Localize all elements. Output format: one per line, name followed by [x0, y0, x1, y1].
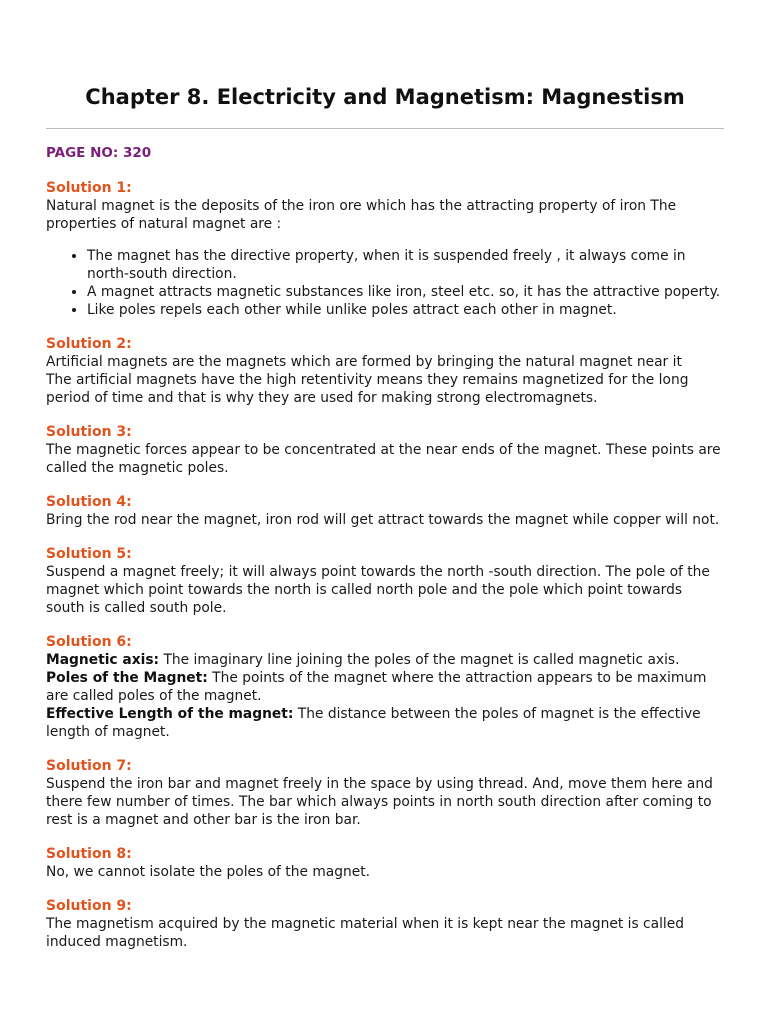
solution-heading: Solution 3: — [46, 424, 132, 440]
definition-magnetic-axis — [46, 651, 724, 669]
solution-text-line: The artificial magnets have the high retentivity means they remains magnetized for the long period of time and that is why they are used for making strong electromagnets. — [46, 372, 689, 406]
solution-text: The magnetism acquired by the magnetic material when it is kept near the magnet is called induced magnetism. — [46, 916, 685, 950]
properties-list — [46, 247, 724, 319]
definition-text: The imaginary line joining the poles of the magnet is called magnetic axis. — [159, 652, 680, 668]
solution-3 — [46, 423, 724, 477]
solution-7 — [46, 757, 724, 829]
solution-text: Suspend the iron bar and magnet freely in the space by using thread. And, move them here and there few number of times. The bar which always points in north south direction after coming to rest is a magnet and other bar is the iron bar. — [46, 776, 713, 828]
definition-text: The distance between the poles of magnet is the effective length of magnet. — [46, 706, 701, 740]
solution-text: No, we cannot isolate the poles of the magnet. — [46, 864, 371, 880]
solution-heading: Solution 2: — [46, 336, 132, 352]
solution-9 — [46, 897, 724, 951]
definition-text: The points of the magnet where the attraction appears to be maximum are called poles of the magnet. — [46, 670, 707, 704]
solution-4 — [46, 493, 724, 529]
solution-heading: Solution 4: — [46, 494, 132, 510]
solution-heading: Solution 7: — [46, 758, 132, 774]
solution-text: Suspend a magnet freely; it will always point towards the north -south direction. The pole of the magnet which point towards the north is called north pole and the pole which point towards south is called south pole. — [46, 564, 710, 616]
solution-text: Bring the rod near the magnet, iron rod will get attract towards the magnet while copper will not. — [46, 512, 720, 528]
page-number-label: PAGE NO: 320 — [46, 145, 152, 161]
solution-heading: Solution 5: — [46, 546, 132, 562]
list-item: • A magnet attracts magnetic substances like iron, steel etc. so, it has the attractive poperty. — [87, 283, 724, 301]
title-divider — [46, 128, 724, 129]
chapter-title: Chapter 8. Electricity and Magnetism: Magnestism — [85, 85, 685, 109]
solution-text: Natural magnet is the deposits of the iron ore which has the attracting property of iron The properties of natural magnet are : — [46, 198, 677, 232]
definition-effective-length — [46, 705, 724, 741]
solution-heading: Solution 6: — [46, 634, 132, 650]
definition-term: Poles of the Magnet: — [46, 670, 208, 686]
solution-text-line: Artificial magnets are the magnets which are formed by bringing the natural magnet near it — [46, 354, 682, 370]
solution-text: The magnetic forces appear to be concentrated at the near ends of the magnet. These points are called the magnetic poles. — [46, 442, 721, 476]
solution-2 — [46, 335, 724, 407]
list-item: • Like poles repels each other while unlike poles attract each other in magnet. — [87, 301, 724, 319]
definition-poles — [46, 669, 724, 705]
solution-5 — [46, 545, 724, 617]
solution-8 — [46, 845, 724, 881]
definition-term: Magnetic axis: — [46, 652, 160, 668]
solution-1 — [46, 179, 724, 319]
definition-term: Effective Length of the magnet: — [46, 706, 294, 722]
list-item: • The magnet has the directive property, when it is suspended freely , it always come in north-south direction. — [87, 247, 724, 283]
solution-heading: Solution 9: — [46, 898, 132, 914]
solution-heading: Solution 1: — [46, 180, 132, 196]
solution-heading: Solution 8: — [46, 846, 132, 862]
solution-6 — [46, 633, 724, 741]
